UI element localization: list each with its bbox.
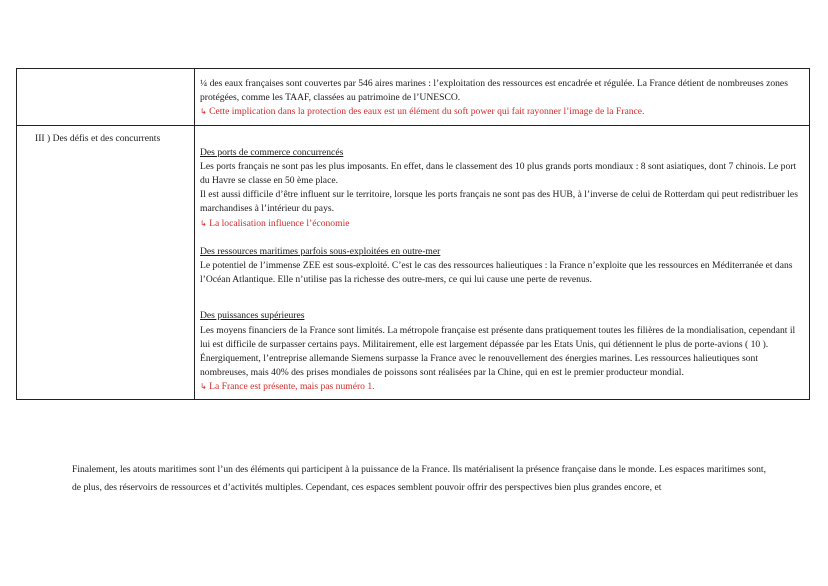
outline-table: [16, 68, 810, 400]
curved-arrow-icon: ↳: [200, 382, 207, 392]
table-row: [17, 125, 810, 399]
section-conclusion: [200, 217, 803, 231]
paragraph: Les moyens financiers de la France sont limités. La métropole française est présente dans pratiquement toutes les filières de la mondialisation, cependant il lui est difficile de surpasser certains pays. Militairement, elle est largement dépassée par les Etats Unis, qui détiennent le plus de porte-avions ( 10 ). Énergiquement, l’entreprise allemande Siemens surpasse la France avec le renouvellement des énergies marines. Les ressources halieutiques sont nombreuses, mais 40% des prises mondiales de poissons sont réalisées par la Chine, qui en est le premier producteur mondial.: [200, 324, 796, 379]
subsection-heading: Des ports de commerce concurrencés: [200, 146, 344, 158]
table-cell-left: [17, 125, 195, 399]
table-cell-right: [195, 125, 810, 399]
section-conclusion: [200, 380, 803, 394]
paragraph: Il est aussi difficile d’être influent sur le territoire, lorsque les ports français ne sont pas des HUB, à l’inverse de celui de Rotterdam qui peut redistribuer les marchandises à l’intérieur du pays.: [200, 189, 798, 215]
section-title: III ) Des défis et des concurrents: [35, 132, 161, 144]
paragraph: Le potentiel de l’immense ZEE est sous-exploité. C’est le cas des ressources halieutiques : la France n’exploite que les ressources en Méditerranée et dans l’Océan Atlantique. Elle n’utilise pas la richesse des outre-mers, ce qui lui cause une perte de revenus.: [200, 260, 793, 286]
row1-left-label: [17, 69, 194, 79]
conclusion-text: La localisation influence l’économie: [209, 217, 350, 229]
conclusion-text: La France est présente, mais pas numéro 1.: [209, 381, 375, 393]
subsection-heading: Des puissances supérieures: [200, 310, 305, 322]
curved-arrow-icon: ↳: [200, 218, 207, 228]
conclusion-text: Cette implication dans la protection des eaux est un élément du soft power qui fait rayonner l’image de la France.: [209, 106, 645, 118]
final-conclusion-paragraph: Finalement, les atouts maritimes sont l’un des éléments qui participent à la puissance de la France. Ils matérialisent la présence française dans le monde. Les espaces maritimes sont, de plus, des réservoirs de ressources et d’activités multiples. Cependant, ces espaces semblent pouvoir offrir des perspectives bien plus grandes encore, et: [72, 464, 766, 493]
table-row: [17, 69, 810, 126]
table-cell-right: [195, 69, 810, 126]
subsection-heading: Des ressources maritimes parfois sous-exploitées en outre-mer: [200, 245, 441, 257]
curved-arrow-icon: ↳: [200, 107, 207, 117]
table-cell-left: [17, 69, 195, 126]
paragraph: ¼ des eaux françaises sont couvertes par 546 aires marines : l’exploitation des ressources est encadrée et régulée. La France détient de nombreuses zones protégées, comme les TAAF, classées au patrimoine de l’UNESCO.: [200, 78, 788, 104]
section-conclusion: [200, 105, 803, 119]
paragraph: Les ports français ne sont pas les plus imposants. En effet, dans le classement des 10 plus grands ports mondiaux : 8 sont asiatiques, dont 7 chinois. Le port du Havre se classe en 50 ème place.: [200, 160, 797, 187]
